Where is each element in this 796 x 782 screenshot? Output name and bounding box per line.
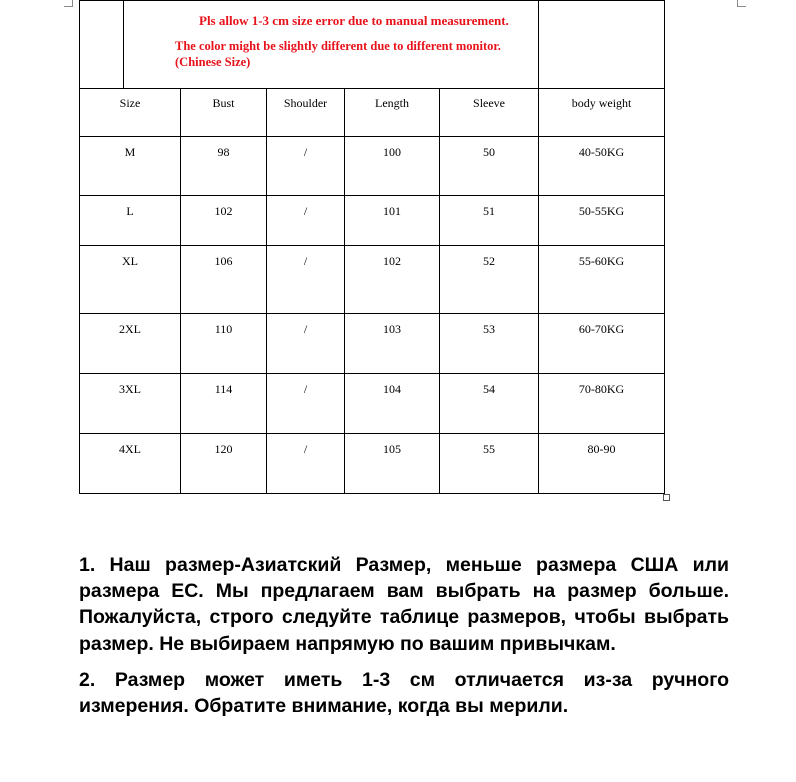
note-line-2: The color might be slightly different due to different monitor.(Chinese Size) — [175, 39, 501, 69]
header-body-weight: body weight — [539, 89, 665, 137]
measurement-note — [124, 1, 539, 89]
note-line-1: Pls allow 1-3 cm size error due to manual measurement. — [199, 13, 509, 28]
cell-size: 4XL — [80, 434, 181, 494]
cell-body-weight: 60-70KG — [539, 314, 665, 374]
note-left-cell — [80, 1, 124, 89]
cell-length: 105 — [345, 434, 440, 494]
header-bust: Bust — [181, 89, 267, 137]
cell-bust: 98 — [181, 137, 267, 196]
sizing-instructions — [79, 552, 729, 729]
cell-sleeve: 53 — [440, 314, 539, 374]
table-row — [80, 196, 665, 246]
table-header-row — [80, 89, 665, 137]
cell-size: L — [80, 196, 181, 246]
cell-bust: 106 — [181, 246, 267, 314]
cell-shoulder: / — [267, 196, 345, 246]
cell-shoulder: / — [267, 374, 345, 434]
note-row — [80, 1, 665, 89]
cell-shoulder: / — [267, 246, 345, 314]
table-row — [80, 434, 665, 494]
cell-length: 102 — [345, 246, 440, 314]
note-right-cell — [539, 1, 665, 89]
cell-length: 100 — [345, 137, 440, 196]
instruction-paragraph-1: 1. Наш размер-Азиатский Размер, меньше размера США или размера ЕС. Мы предлагаем вам выбрать на размер больше. Пожалуйста, строго следуйте таблице размеров, чтобы выбрать размер. Не выбираем напрямую по вашим привычкам. — [79, 554, 729, 655]
cell-length: 104 — [345, 374, 440, 434]
header-size: Size — [80, 89, 181, 137]
page-corner-mark-left — [64, 0, 73, 7]
size-chart-table — [79, 0, 665, 494]
cell-size: 2XL — [80, 314, 181, 374]
cell-bust: 120 — [181, 434, 267, 494]
cell-body-weight: 70-80KG — [539, 374, 665, 434]
header-sleeve: Sleeve — [440, 89, 539, 137]
cell-shoulder: / — [267, 314, 345, 374]
cell-size: XL — [80, 246, 181, 314]
cell-body-weight: 50-55KG — [539, 196, 665, 246]
cell-body-weight: 80-90 — [539, 434, 665, 494]
table-row — [80, 314, 665, 374]
cell-size: M — [80, 137, 181, 196]
cell-size: 3XL — [80, 374, 181, 434]
cell-shoulder: / — [267, 137, 345, 196]
cell-sleeve: 52 — [440, 246, 539, 314]
cell-length: 103 — [345, 314, 440, 374]
cell-bust: 110 — [181, 314, 267, 374]
cell-bust: 102 — [181, 196, 267, 246]
table-row — [80, 246, 665, 314]
cell-sleeve: 51 — [440, 196, 539, 246]
cell-bust: 114 — [181, 374, 267, 434]
cell-sleeve: 55 — [440, 434, 539, 494]
cell-sleeve: 54 — [440, 374, 539, 434]
table-resize-handle[interactable] — [663, 494, 670, 501]
cell-shoulder: / — [267, 434, 345, 494]
table-row — [80, 137, 665, 196]
cell-length: 101 — [345, 196, 440, 246]
cell-body-weight: 40-50KG — [539, 137, 665, 196]
header-length: Length — [345, 89, 440, 137]
header-shoulder: Shoulder — [267, 89, 345, 137]
cell-sleeve: 50 — [440, 137, 539, 196]
page-corner-mark-right — [737, 0, 746, 7]
instruction-paragraph-2: 2. Размер может иметь 1-3 см отличается из-за ручного измерения. Обратите внимание, когда вы мерили. — [79, 668, 729, 718]
table-row — [80, 374, 665, 434]
cell-body-weight: 55-60KG — [539, 246, 665, 314]
